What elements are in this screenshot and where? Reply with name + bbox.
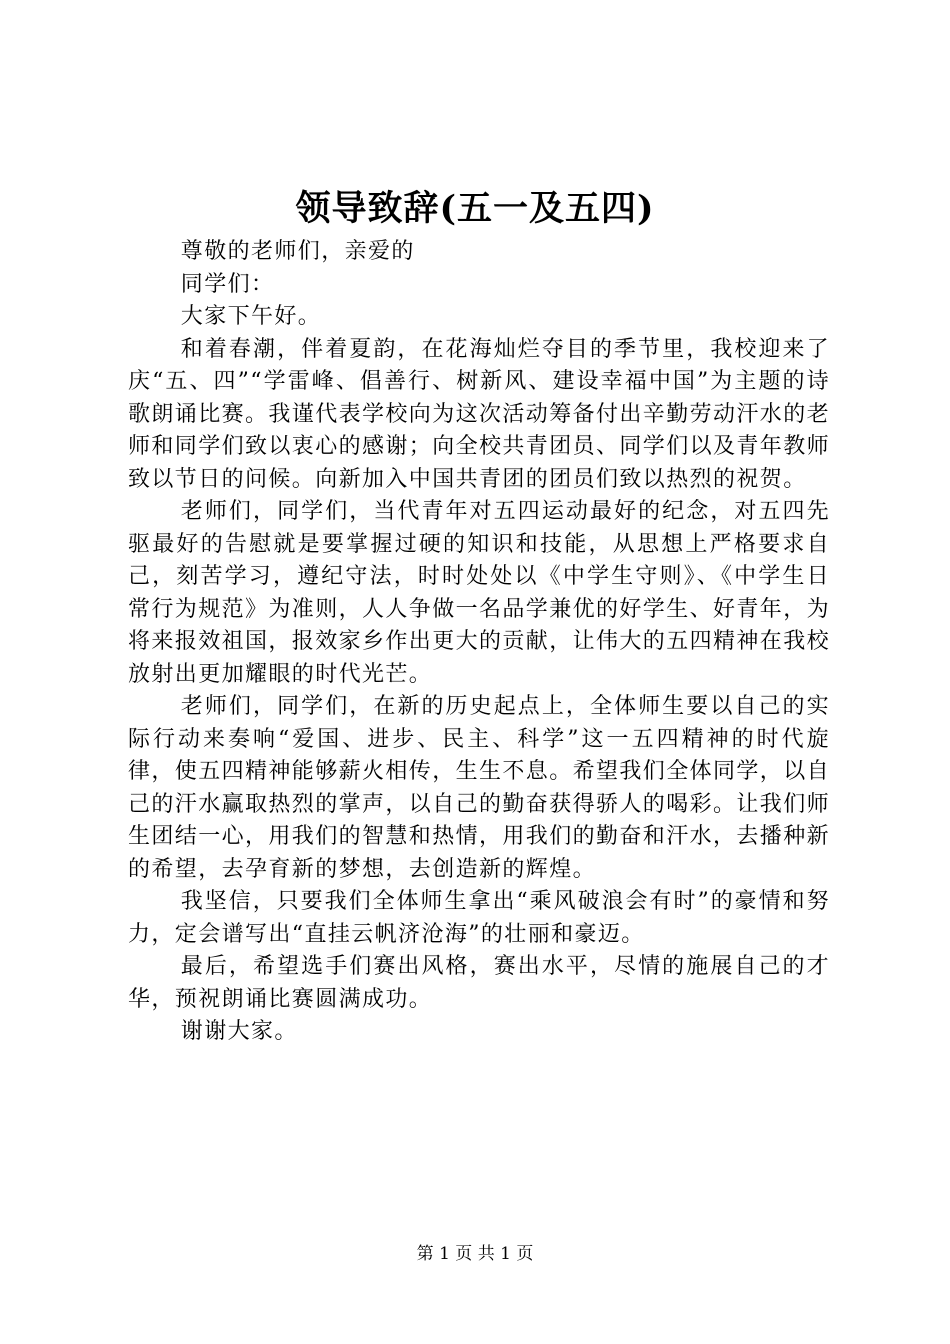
paragraph-intro: 和着春潮，伴着夏韵，在花海灿烂夺目的季节里，我校迎来了庆“五、四”“学雷峰、倡善行、树新风、建设幸福中国”为主题的诗歌朗诵比赛。我谨代表学校向为这次活动筹备付出辛勤劳动汗水的老师和同学们致以衷心的感谢；向全校共青团员、同学们以及青年教师致以节日的问候。向新加入中国共青团的团员们致以热烈的祝贺。 bbox=[128, 336, 831, 492]
page-number-footer: 第 1 页 共 1 页 bbox=[416, 1244, 534, 1264]
document-title: 领导致辞(五一及五四) bbox=[295, 188, 655, 229]
paragraph-closing-wishes: 最后，希望选手们赛出风格，赛出水平，尽情的施展自己的才华，预祝朗诵比赛圆满成功。 bbox=[128, 954, 830, 1012]
paragraph-commemoration: 老师们，同学们，当代青年对五四运动最好的纪念，对五四先驱最好的告慰就是要掌握过硬的知识和技能，从思想上严格要求自己，刻苦学习，遵纪守法，时时处处以《中学生守则》、《中学生日常行为规范》为准则，人人争做一名品学兼优的好学生、好青年，为将来报效祖国，报效家乡作出更大的贡献，让伟大的五四精神在我校放射出更加耀眼的时代光芒。 bbox=[128, 499, 831, 687]
paragraph-greeting: 大家下午好。 bbox=[180, 304, 322, 329]
paragraph-salutation-1: 尊敬的老师们，亲爱的 bbox=[180, 239, 415, 264]
document-body bbox=[128, 236, 830, 1049]
paragraph-new-starting-point: 老师们，同学们，在新的历史起点上，全体师生要以自己的实际行动来奏响“爱国、进步、民主、科学”这一五四精神的时代旋律，使五四精神能够薪火相传，生生不息。希望我们全体同学，以自己的汗水赢取热烈的掌声，以自己的勤奋获得骄人的喝彩。让我们师生团结一心，用我们的智慧和热情，用我们的勤奋和汗水，去播种新的希望，去孕育新的梦想，去创造新的辉煌。 bbox=[128, 694, 831, 882]
paragraph-thanks: 谢谢大家。 bbox=[180, 1019, 298, 1044]
paragraph-salutation-2: 同学们： bbox=[180, 271, 275, 297]
paragraph-belief: 我坚信，只要我们全体师生拿出“乘风破浪会有时”的豪情和努力，定会谱写出“直挂云帆济沧海”的壮丽和豪迈。 bbox=[128, 889, 830, 947]
